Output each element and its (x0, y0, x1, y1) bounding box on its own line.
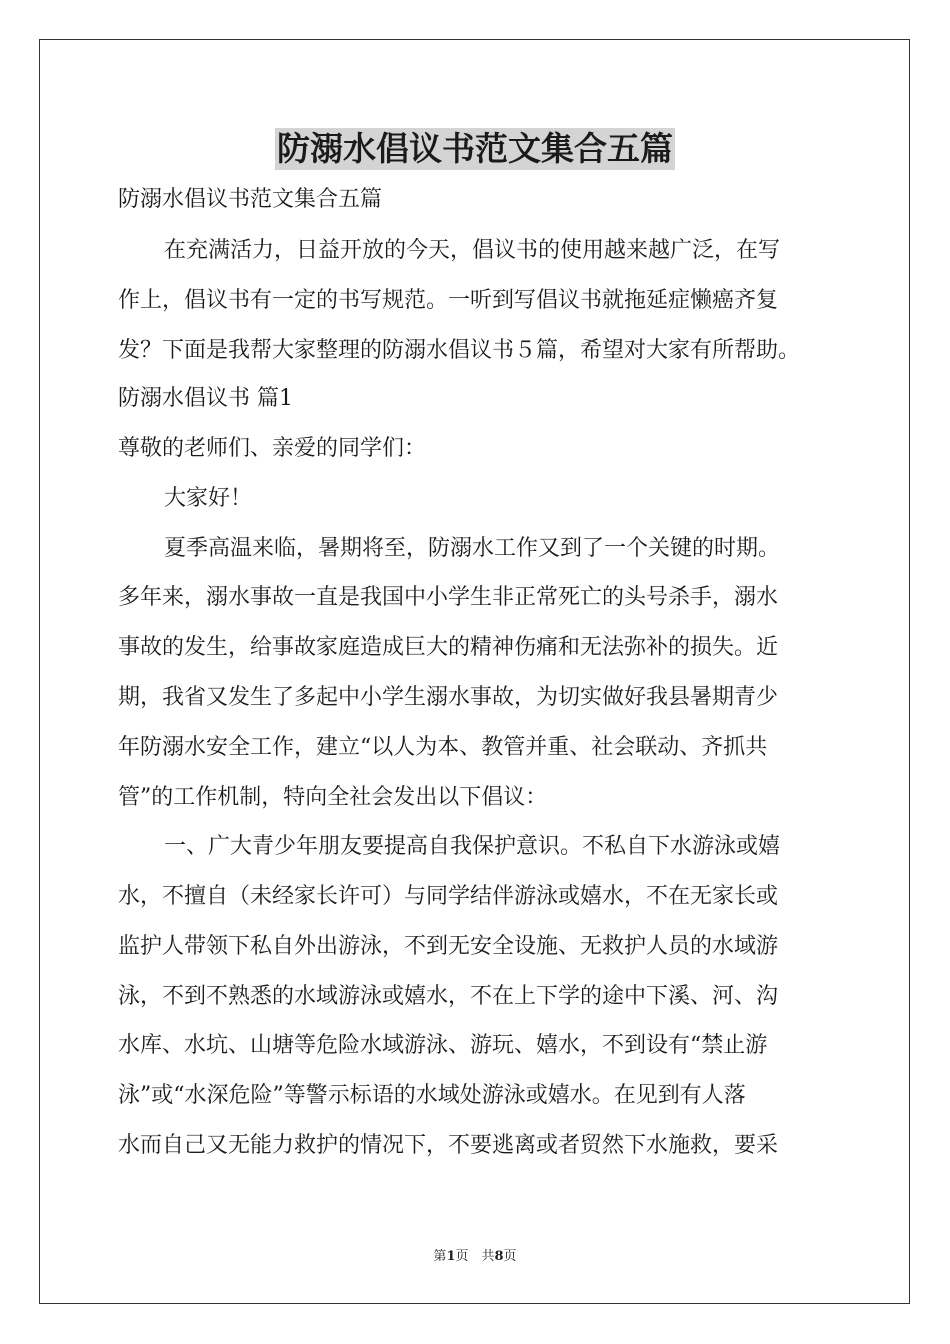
paragraph-line: 水库、水坑、山塘等危险水域游泳、游玩、嬉水，不到设有“禁止游 (118, 1033, 768, 1058)
page-current: 1 (446, 1249, 456, 1264)
paragraph-line: 在充满活力，日益开放的今天，倡议书的使用越来越广泛，在写 (164, 238, 781, 263)
greeting-line: 大家好！ (164, 486, 253, 511)
paragraph-line: 发？下面是我帮大家整理的防溺水倡议书５篇，希望对大家有所帮助。 (118, 338, 801, 363)
page-mid: 页 共 (455, 1249, 495, 1264)
paragraph-line: 年防溺水安全工作，建立“以人为本、教管并重、社会联动、齐抓共 (118, 735, 768, 760)
paragraph-line: 泳”或“水深危险”等警示标语的水域处游泳或嬉水。在见到有人落 (118, 1083, 746, 1108)
paragraph-line: 夏季高温来临，暑期将至，防溺水工作又到了一个关键的时期。 (164, 536, 781, 561)
paragraph-line: 作上，倡议书有一定的书写规范。一听到写倡议书就拖延症懒癌齐复 (118, 288, 779, 313)
section-heading: 防溺水倡议书 篇1 (118, 386, 293, 411)
page-total: 8 (494, 1249, 504, 1264)
page-border (39, 39, 910, 1304)
page-footer (0, 1248, 950, 1266)
page-prefix: 第 (433, 1249, 447, 1264)
paragraph-line: 泳，不到不熟悉的水域游泳或嬉水，不在上下学的途中下溪、河、沟 (118, 984, 779, 1009)
paragraph-line: 水，不擅自（未经家长许可）与同学结伴游泳或嬉水，不在无家长或 (118, 884, 779, 909)
paragraph-line: 期，我省又发生了多起中小学生溺水事故，为切实做好我县暑期青少 (118, 685, 779, 710)
paragraph-line: 水而自己又无能力救护的情况下，不要逃离或者贸然下水施救，要采 (118, 1133, 779, 1158)
title-container (0, 128, 950, 170)
paragraph-line: 监护人带领下私自外出游泳，不到无安全设施、无救护人员的水域游 (118, 934, 779, 959)
paragraph-line: 一、广大青少年朋友要提高自我保护意识。不私自下水游泳或嬉 (164, 834, 781, 859)
paragraph-line: 多年来，溺水事故一直是我国中小学生非正常死亡的头号杀手，溺水 (118, 585, 779, 610)
document-title: 防溺水倡议书范文集合五篇 (277, 129, 673, 168)
paragraph-line: 管”的工作机制，特向全社会发出以下倡议： (118, 785, 548, 810)
paragraph-line: 事故的发生，给事故家庭造成巨大的精神伤痛和无法弥补的损失。近 (118, 635, 779, 660)
subtitle-line: 防溺水倡议书范文集合五篇 (118, 187, 383, 212)
salutation-line: 尊敬的老师们、亲爱的同学们： (118, 436, 427, 461)
page-suffix: 页 (503, 1249, 517, 1264)
